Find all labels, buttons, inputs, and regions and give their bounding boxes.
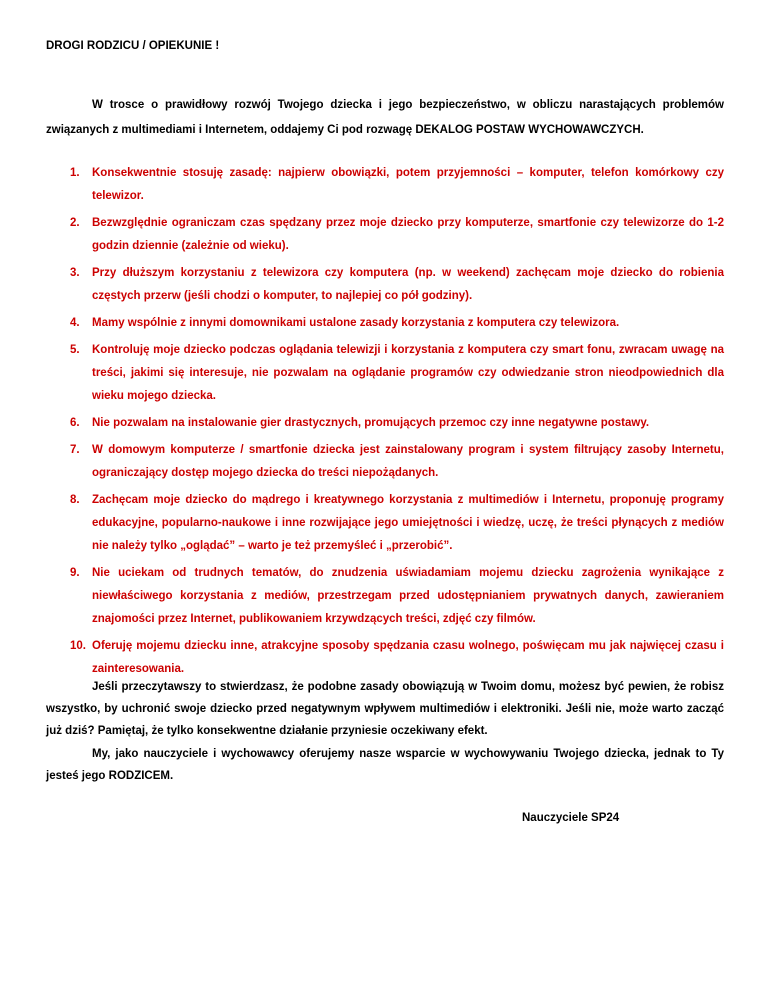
list-item (46, 562, 724, 631)
list-item-text: Nie uciekam od trudnych tematów, do znudzenia uświadamiam mojemu dziecku zagrożenia wynikające z niewłaściwego korzystania z mediów, przestrzegam przed udostępnianiem prywatnych danych, zawieraniem znajomości przez Internet, publikowaniem krzywdzących treści, zdjęć czy filmów. (92, 567, 724, 625)
list-item-number: 1. (70, 167, 80, 179)
closing-paragraph: My, jako nauczyciele i wychowawcy oferujemy nasze wsparcie w wychowywaniu Twojego dziecka, jednak to Ty jesteś jego RODZICEM. (46, 748, 724, 782)
list-item-number: 7. (70, 444, 80, 456)
list-item-text: Nie pozwalam na instalowanie gier drastycznych, promujących przemoc czy inne negatywne postawy. (92, 417, 650, 429)
list-item (46, 439, 724, 485)
list-item-text: Kontroluję moje dziecko podczas oglądania telewizji i korzystania z komputera czy smart fonu, zwracam uwagę na treści, jakimi się interesuje, nie pozwalam na oglądanie programów czy odwiedzanie stron nieodpowiednich dla wieku mojego dziecka. (92, 344, 724, 402)
closing-paragraph: Jeśli przeczytawszy to stwierdzasz, że podobne zasady obowiązują w Twoim domu, możesz być pewien, że robisz wszystko, by uchronić swoje dziecko przed negatywnym wpływem multimediów i elektroniki. Jeśli nie, może warto zacząć już dziś? Pamiętaj, że tylko konsekwentne działanie przyniesie oczekiwany efekt. (46, 681, 724, 737)
list-item-number: 4. (70, 317, 80, 329)
list-item-text: Przy dłuższym korzystaniu z telewizora czy komputera (np. w weekend) zachęcam moje dziecko do robienia częstych przerw (jeśli chodzi o komputer, to najlepiej co pół godziny). (92, 267, 724, 302)
list-item (46, 212, 724, 258)
letter-greeting: DROGI RODZICU / OPIEKUNIE ! (46, 40, 220, 52)
list-item-number: 10. (70, 640, 86, 652)
closing-section (46, 676, 724, 787)
decalogue-list (46, 162, 724, 685)
list-item-number: 8. (70, 494, 80, 506)
list-item (46, 312, 724, 335)
list-item-number: 9. (70, 567, 80, 579)
list-item (46, 412, 724, 435)
list-item-text: Oferuję mojemu dziecku inne, atrakcyjne sposoby spędzania czasu wolnego, poświęcam mu jak najwięcej czasu i zainteresowania. (92, 640, 724, 675)
list-item-text: Bezwzględnie ograniczam czas spędzany przez moje dziecko przy komputerze, smartfonie czy telewizorze do 1-2 godzin dziennie (zależnie od wieku). (92, 217, 724, 252)
list-item (46, 162, 724, 208)
intro-paragraph: W trosce o prawidłowy rozwój Twojego dziecka i jego bezpieczeństwo, w obliczu narastających problemów związanych z multimediami i Internetem, oddajemy Ci pod rozwagę DEKALOG POSTAW WYCHOWAWCZYCH. (46, 99, 724, 136)
list-item-text: Zachęcam moje dziecko do mądrego i kreatywnego korzystania z multimediów i Internetu, proponuję programy edukacyjne, popularno-naukowe i inne rozwijające jego umiejętności i wiedzę, uczę, że treści płynących z mediów nie należy tylko „oglądać” – warto je też przemyśleć i „przerobić”. (92, 494, 724, 552)
list-item-number: 5. (70, 344, 80, 356)
list-item (46, 262, 724, 308)
list-item-text: Konsekwentnie stosuję zasadę: najpierw obowiązki, potem przyjemności – komputer, telefon komórkowy czy telewizor. (92, 167, 724, 202)
list-item (46, 339, 724, 408)
list-item-number: 3. (70, 267, 80, 279)
signature: Nauczyciele SP24 (522, 812, 620, 824)
list-item (46, 635, 724, 681)
list-item-text: Mamy wspólnie z innymi domownikami ustalone zasady korzystania z komputera czy telewizora. (92, 317, 620, 329)
list-item-number: 2. (70, 217, 80, 229)
list-item-text: W domowym komputerze / smartfonie dziecka jest zainstalowany program i system filtrujący zasoby Internetu, ograniczający dostęp mojego dziecka do treści niepożądanych. (92, 444, 724, 479)
list-item (46, 489, 724, 558)
list-item-number: 6. (70, 417, 80, 429)
